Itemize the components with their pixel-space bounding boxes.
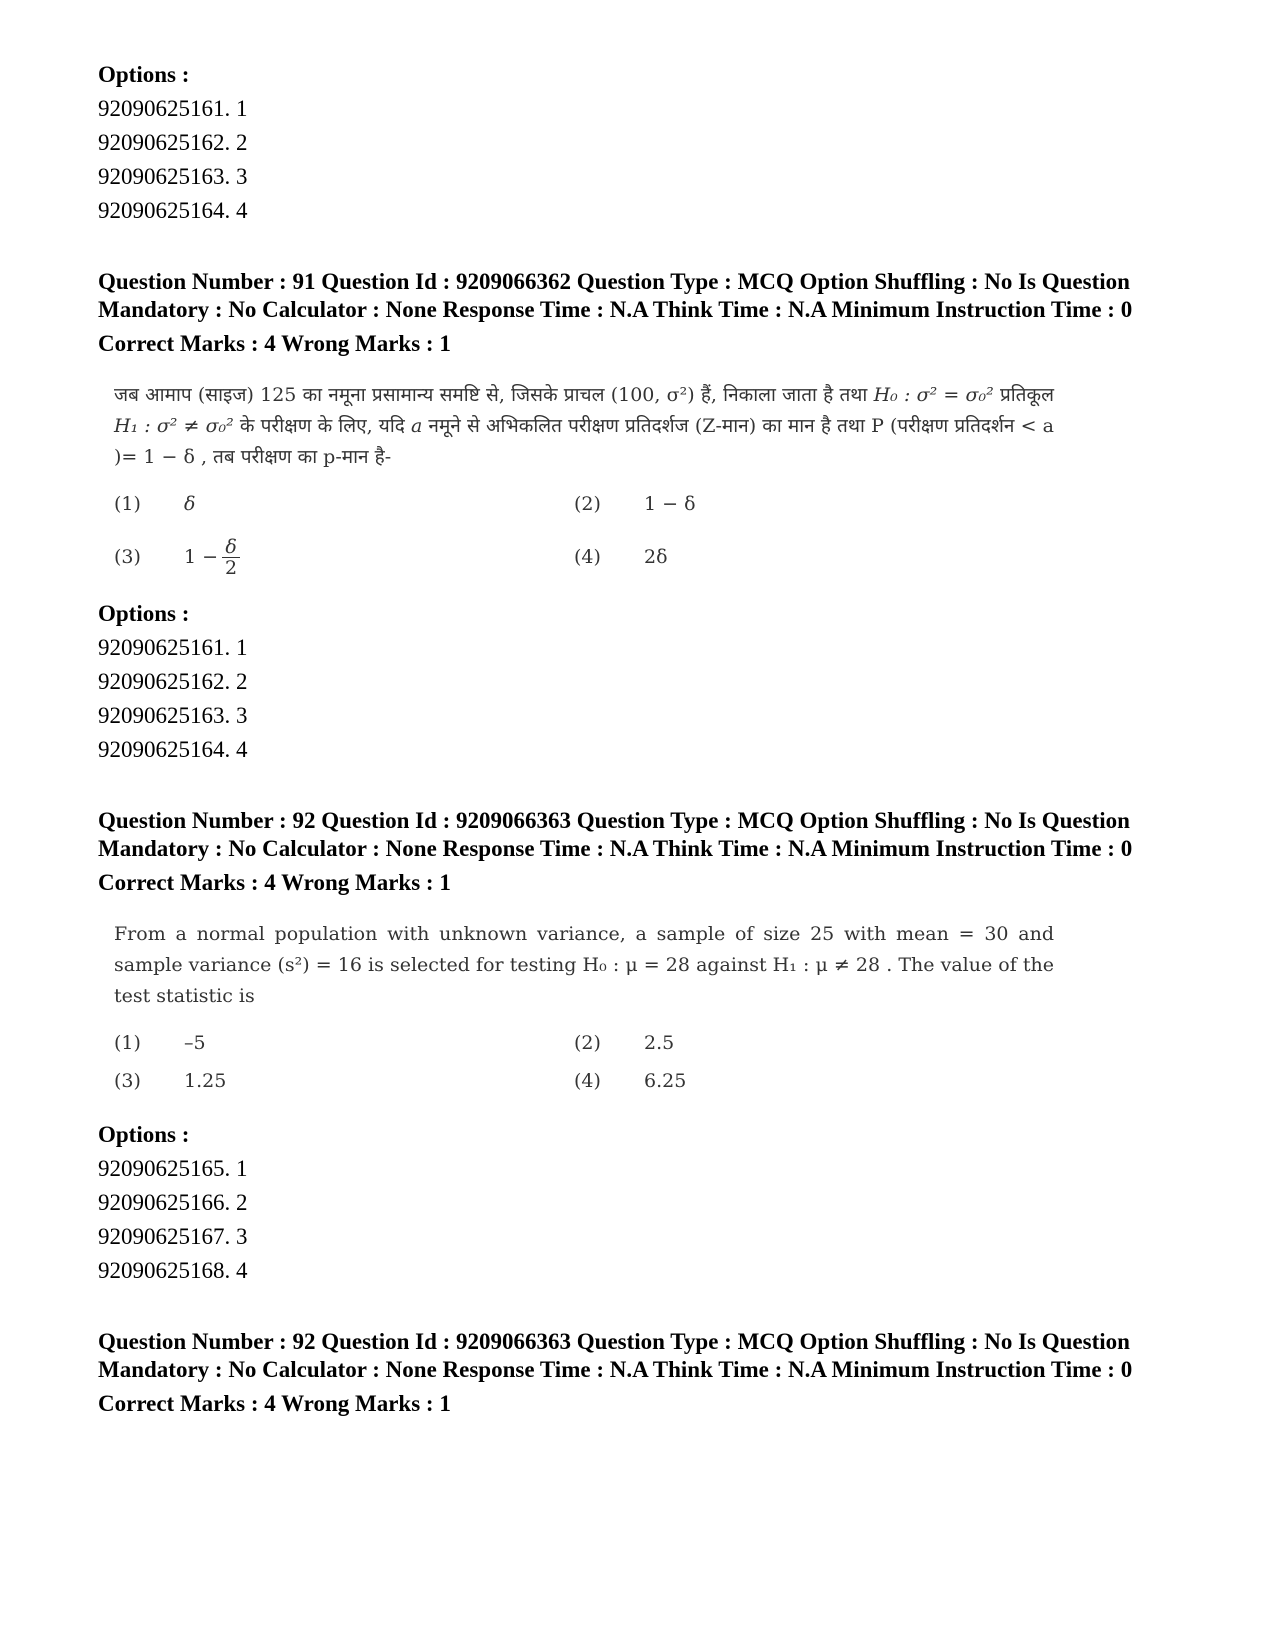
option-item: 92090625162. 2	[98, 130, 248, 155]
question-text-part: नमूने से अभिकलित परीक्षण प्रतिदर्शज (Z-मान) का मान है तथा P (परीक्षण प्रतिदर्शन < a )= 1 − δ , तब परीक्षण का p-मान है-	[114, 415, 1054, 468]
question-header: Question Number : 91 Question Id : 9209066362 Question Type : MCQ Option Shuffling : No Is Question Mandatory : No Calculator : None Response Time : N.A Think Time : N.A Minimum Instruction Time : 0	[98, 269, 1133, 322]
question-91	[98, 268, 1188, 767]
question-body	[114, 919, 1054, 1098]
options-block	[98, 1118, 1188, 1288]
choice-3	[114, 1064, 574, 1098]
variable-a: a	[410, 415, 423, 437]
choice-number: (1)	[114, 1032, 141, 1054]
choice-number: (4)	[574, 546, 601, 568]
question-marks: Correct Marks : 4 Wrong Marks : 1	[98, 870, 451, 895]
choice-number: (2)	[574, 1032, 601, 1054]
option-item: 92090625168. 4	[98, 1258, 248, 1283]
choice-value-prefix: 1 −	[184, 546, 219, 568]
option-item: 92090625165. 1	[98, 1156, 248, 1181]
option-item: 92090625164. 4	[98, 737, 248, 762]
question-text	[114, 380, 1054, 473]
choice-1	[114, 487, 574, 521]
option-item: 92090625162. 2	[98, 669, 248, 694]
choice-value: 2δ	[644, 546, 668, 568]
question-92-repeat	[98, 1328, 1188, 1418]
options-label: Options :	[98, 1122, 190, 1147]
hypothesis-null: H₀ : σ² = σ₀²	[873, 384, 994, 406]
options-label: Options :	[98, 62, 190, 87]
fraction-numerator: δ	[225, 535, 237, 558]
options-block-top	[98, 58, 1188, 228]
choice-number: (4)	[574, 1070, 601, 1092]
question-92	[98, 807, 1188, 1288]
choice-number: (1)	[114, 493, 141, 515]
option-item: 92090625167. 3	[98, 1224, 248, 1249]
choice-value: 1 − δ	[644, 493, 696, 515]
choice-number: (3)	[114, 546, 141, 568]
question-text: From a normal population with unknown variance, a sample of size 25 with mean = 30 and sample variance (s²) = 16 is selected for testing H₀ : μ = 28 against H₁ : μ ≠ 28 . The value of the test statistic is	[114, 923, 1054, 1007]
choice-number: (2)	[574, 493, 601, 515]
question-header: Question Number : 92 Question Id : 9209066363 Question Type : MCQ Option Shuffling : No Is Question Mandatory : No Calculator : None Response Time : N.A Think Time : N.A Minimum Instruction Time : 0	[98, 808, 1133, 861]
fraction	[222, 537, 240, 578]
question-text-part: जब आमाप (साइज) 125 का नमूना प्रसामान्य समष्टि से, जिसके प्राचल (100, σ²) हैं, निकाला जाता है तथा	[114, 384, 868, 406]
option-item: 92090625163. 3	[98, 164, 248, 189]
choice-value: 6.25	[644, 1070, 687, 1092]
question-text-part: प्रतिकूल	[993, 384, 1054, 406]
answer-choices	[114, 1026, 1054, 1098]
option-item: 92090625164. 4	[98, 198, 248, 223]
document-page	[98, 58, 1188, 1418]
options-block	[98, 597, 1188, 767]
question-text-part: के परीक्षण के लिए, यदि	[233, 415, 411, 437]
choice-value: 2.5	[644, 1032, 675, 1054]
choice-4	[574, 1064, 1034, 1098]
choice-value: δ	[184, 493, 196, 515]
choice-1	[114, 1026, 574, 1060]
question-marks: Correct Marks : 4 Wrong Marks : 1	[98, 1391, 451, 1416]
choice-3	[114, 533, 574, 581]
choice-2	[574, 487, 1034, 521]
fraction-denominator: 2	[225, 556, 238, 579]
choice-2	[574, 1026, 1034, 1060]
option-item: 92090625161. 1	[98, 96, 248, 121]
question-marks: Correct Marks : 4 Wrong Marks : 1	[98, 331, 451, 356]
question-body	[114, 380, 1054, 581]
choice-value: 1.25	[184, 1070, 227, 1092]
option-item: 92090625161. 1	[98, 635, 248, 660]
choice-value: –5	[184, 1032, 206, 1054]
option-item: 92090625166. 2	[98, 1190, 248, 1215]
options-label: Options :	[98, 601, 190, 626]
choice-number: (3)	[114, 1070, 141, 1092]
hypothesis-alt: H₁ : σ² ≠ σ₀²	[114, 415, 234, 437]
option-item: 92090625163. 3	[98, 703, 248, 728]
question-header: Question Number : 92 Question Id : 9209066363 Question Type : MCQ Option Shuffling : No Is Question Mandatory : No Calculator : None Response Time : N.A Think Time : N.A Minimum Instruction Time : 0	[98, 1329, 1133, 1382]
choice-4	[574, 533, 1034, 581]
answer-choices	[114, 487, 1054, 581]
